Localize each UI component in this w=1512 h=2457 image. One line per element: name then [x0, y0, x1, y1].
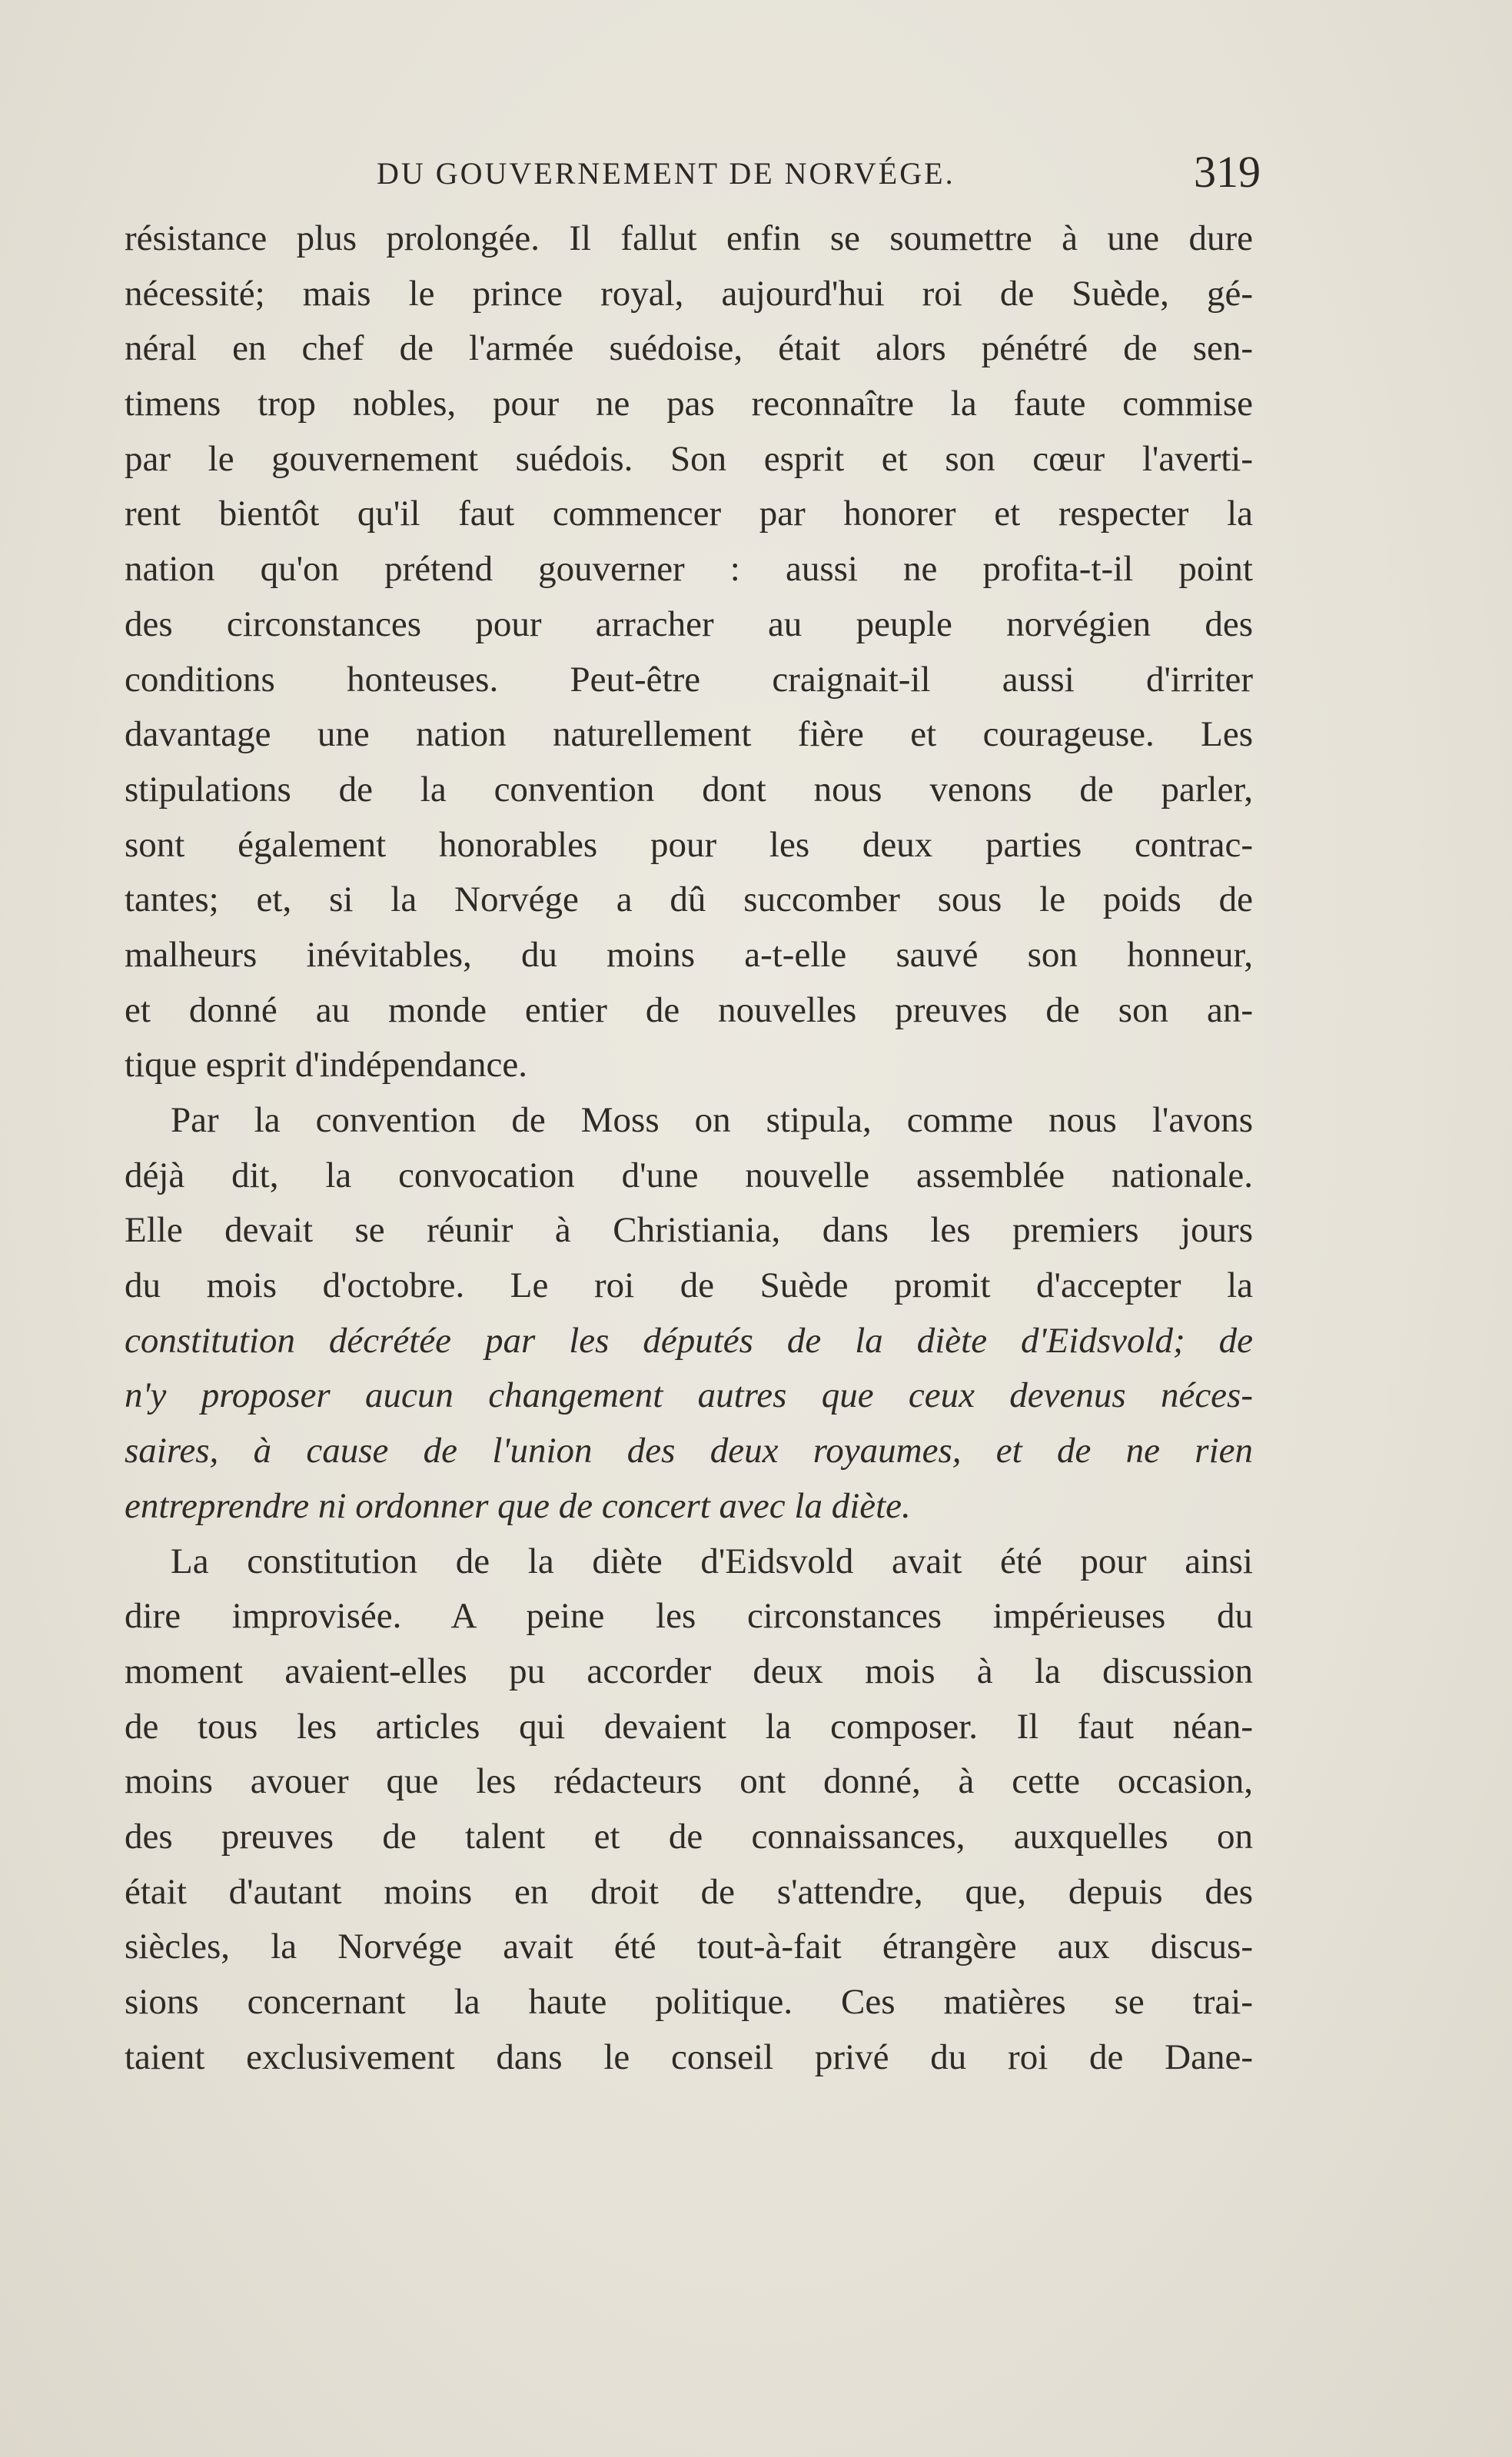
text-line: résistance plus prolongée. Il fallut enfin se soumettre à une dure [125, 218, 1253, 258]
text-line: et donné au monde entier de nouvelles preuves de son an- [125, 989, 1253, 1030]
text-line: Par la convention de Moss on stipula, comme nous l'avons [171, 1100, 1253, 1140]
text-line: de tous les articles qui devaient la composer. Il faut néan- [125, 1706, 1253, 1747]
text-line: conditions honteuses. Peut-être craignait-il aussi d'irriter [125, 659, 1253, 700]
text-line: taient exclusivement dans le conseil privé du roi de Dane- [125, 2036, 1253, 2077]
text-line: siècles, la Norvége avait été tout-à-fait étrangère aux discus- [125, 1927, 1253, 1967]
text-line: moment avaient-elles pu accorder deux mois à la discussion [125, 1651, 1253, 1691]
body-text [125, 211, 1253, 2085]
text-line: entreprendre ni ordonner que de concert avec la diète. [125, 1485, 911, 1526]
text-line: par le gouvernement suédois. Son esprit et son cœur l'averti- [125, 438, 1253, 479]
text-line: malheurs inévitables, du moins a-t-elle sauvé son honneur, [125, 934, 1253, 975]
text-line: moins avouer que les rédacteurs ont donné, à cette occasion, [125, 1761, 1253, 1802]
text-line: timens trop nobles, pour ne pas reconnaître la faute commise [125, 384, 1253, 424]
text-line: du mois d'octobre. Le roi de Suède promit d'accepter la [125, 1265, 1253, 1306]
text-line: davantage une nation naturellement fière et courageuse. Les [125, 714, 1253, 755]
text-line: n'y proposer aucun changement autres que ceux devenus néces- [125, 1375, 1253, 1416]
text-line: sont également honorables pour les deux parties contrac- [125, 824, 1253, 865]
text-line: rent bientôt qu'il faut commencer par honorer et respecter la [125, 494, 1253, 534]
text-line: stipulations de la convention dont nous venons de parler, [125, 769, 1253, 810]
text-line: nation qu'on prétend gouverner : aussi ne profita-t-il point [125, 549, 1253, 590]
text-line: nécessité; mais le prince royal, aujourd'hui roi de Suède, gé- [125, 273, 1253, 314]
page-number: 319 [1194, 147, 1261, 197]
text-line: constitution décrétée par les députés de la diète d'Eidsvold; de [125, 1320, 1253, 1361]
text-line: tique esprit d'indépendance. [125, 1045, 527, 1086]
text-line: néral en chef de l'armée suédoise, était alors pénétré de sen- [125, 328, 1253, 369]
text-line: saires, à cause de l'union des deux royaumes, et de ne rien [125, 1431, 1253, 1471]
text-line: sions concernant la haute politique. Ces matières se trai- [125, 1982, 1253, 2022]
page-header [377, 146, 1261, 208]
text-line: était d'autant moins en droit de s'attendre, que, depuis des [125, 1871, 1253, 1912]
text-line: déjà dit, la convocation d'une nouvelle assemblée nationale. [125, 1155, 1253, 1195]
running-title: DU GOUVERNEMENT DE NORVÉGE. [377, 156, 955, 191]
text-line: dire improvisée. A peine les circonstances impérieuses du [125, 1596, 1253, 1637]
text-line: tantes; et, si la Norvége a dû succomber sous le poids de [125, 879, 1253, 920]
text-line: La constitution de la diète d'Eidsvold avait été pour ainsi [171, 1541, 1253, 1581]
text-line: Elle devait se réunir à Christiania, dans les premiers jours [125, 1210, 1253, 1251]
text-line: des preuves de talent et de connaissances, auxquelles on [125, 1816, 1253, 1857]
text-line: des circonstances pour arracher au peuple norvégien des [125, 603, 1253, 644]
